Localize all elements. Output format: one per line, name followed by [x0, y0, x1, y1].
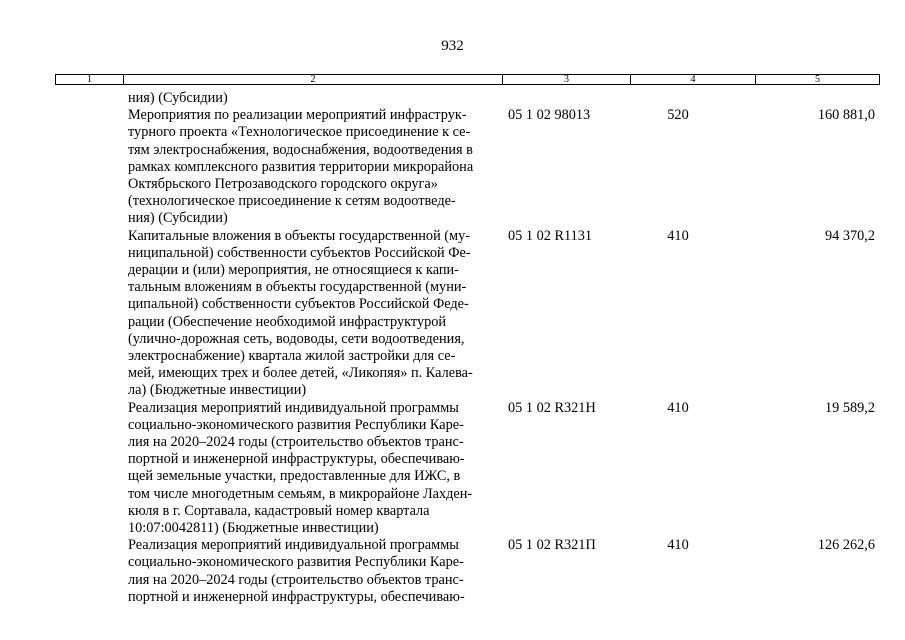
row-amount: 19 589,2: [824, 399, 875, 416]
row-type: 520: [667, 107, 689, 124]
header-col-4: 4: [631, 75, 756, 85]
row-code: 05 1 02 98013: [508, 107, 591, 124]
header-col-2: 2: [124, 75, 503, 85]
page-number: 932: [441, 38, 464, 54]
description-line: Реализация мероприятий индивидуальной программы: [128, 399, 459, 416]
description-line: лия на 2020–2024 годы (строительство объектов транс-: [128, 434, 464, 451]
description-line: турного проекта «Технологическое присоединение к се-: [128, 124, 471, 141]
description-line: ципальной) собственности субъектов Российской Феде-: [128, 296, 469, 313]
description-line: том числе многодетным семьям, в микрорайоне Лахден-: [128, 485, 473, 502]
row-description: [128, 537, 500, 606]
row-description: [128, 400, 500, 538]
description-line: рамках комплексного развития территории микрорайона: [128, 158, 474, 175]
description-line: рации (Обеспечение необходимой инфраструктурой: [128, 313, 447, 330]
table-row: [0, 228, 905, 400]
table-row: [0, 107, 905, 227]
description-line: мей, имеющих трех и более детей, «Ликопяя» п. Калева-: [128, 365, 473, 382]
row-type: 410: [667, 537, 689, 554]
description-line: (улично-дорожная сеть, водоводы, сети водоотведения,: [128, 330, 465, 347]
description-line: щей земельные участки, предоставленные для ИЖС, в: [128, 468, 461, 485]
header-col-3: 3: [503, 75, 631, 85]
column-number-header: [55, 74, 880, 85]
table-row: [0, 537, 905, 606]
header-col-5: 5: [756, 75, 880, 85]
description-line: ла) (Бюджетные инвестиции): [128, 382, 307, 399]
row-type: 410: [667, 227, 689, 244]
description-line: Октябрьского Петрозаводского городского округа»: [128, 176, 438, 193]
header-col-1: 1: [56, 75, 124, 85]
table-row: [0, 400, 905, 538]
row-amount: 126 262,6: [817, 537, 875, 554]
description-line: портной и инженерной инфраструктуры, обеспечиваю-: [128, 451, 465, 468]
description-line: кюля в г. Сортавала, кадастровый номер квартала: [128, 502, 430, 519]
description-line: Мероприятия по реализации мероприятий инфраструк-: [128, 107, 467, 124]
description-line: социально-экономического развития Республики Каре-: [128, 416, 464, 433]
table-row: [0, 90, 905, 107]
description-line: Реализация мероприятий индивидуальной программы: [128, 537, 459, 554]
description-line: дерации и (или) мероприятия, не относящиеся к капи-: [128, 262, 459, 279]
row-description: [128, 228, 500, 400]
row-amount: 94 370,2: [824, 227, 875, 244]
description-line: ниципальной) собственности субъектов Российской Фе-: [128, 244, 471, 261]
row-description: [128, 90, 500, 107]
row-code: 05 1 02 R1131: [508, 227, 593, 244]
description-line: ния) (Субсидии): [128, 210, 228, 227]
description-line: Капитальные вложения в объекты государственной (му-: [128, 227, 471, 244]
description-line: портной и инженерной инфраструктуры, обеспечиваю-: [128, 588, 465, 605]
description-line: тальным вложениям в объекты государственной (муни-: [128, 279, 467, 296]
row-description: [128, 107, 500, 227]
description-line: социально-экономического развития Республики Каре-: [128, 554, 464, 571]
description-line: электроснабжение) квартала жилой застройки для се-: [128, 348, 456, 365]
row-code: 05 1 02 R321П: [508, 537, 596, 554]
description-line: ния) (Субсидии): [128, 90, 228, 106]
row-code: 05 1 02 R321Н: [508, 399, 596, 416]
description-line: лия на 2020–2024 годы (строительство объектов транс-: [128, 571, 464, 588]
row-type: 410: [667, 399, 689, 416]
row-amount: 160 881,0: [817, 107, 875, 124]
description-line: тям электроснабжения, водоснабжения, водоотведения в: [128, 141, 473, 158]
description-line: (технологическое присоединение к сетям водоотведе-: [128, 193, 456, 210]
description-line: 10:07:0042811) (Бюджетные инвестиции): [128, 520, 379, 537]
table-body: [0, 90, 905, 606]
